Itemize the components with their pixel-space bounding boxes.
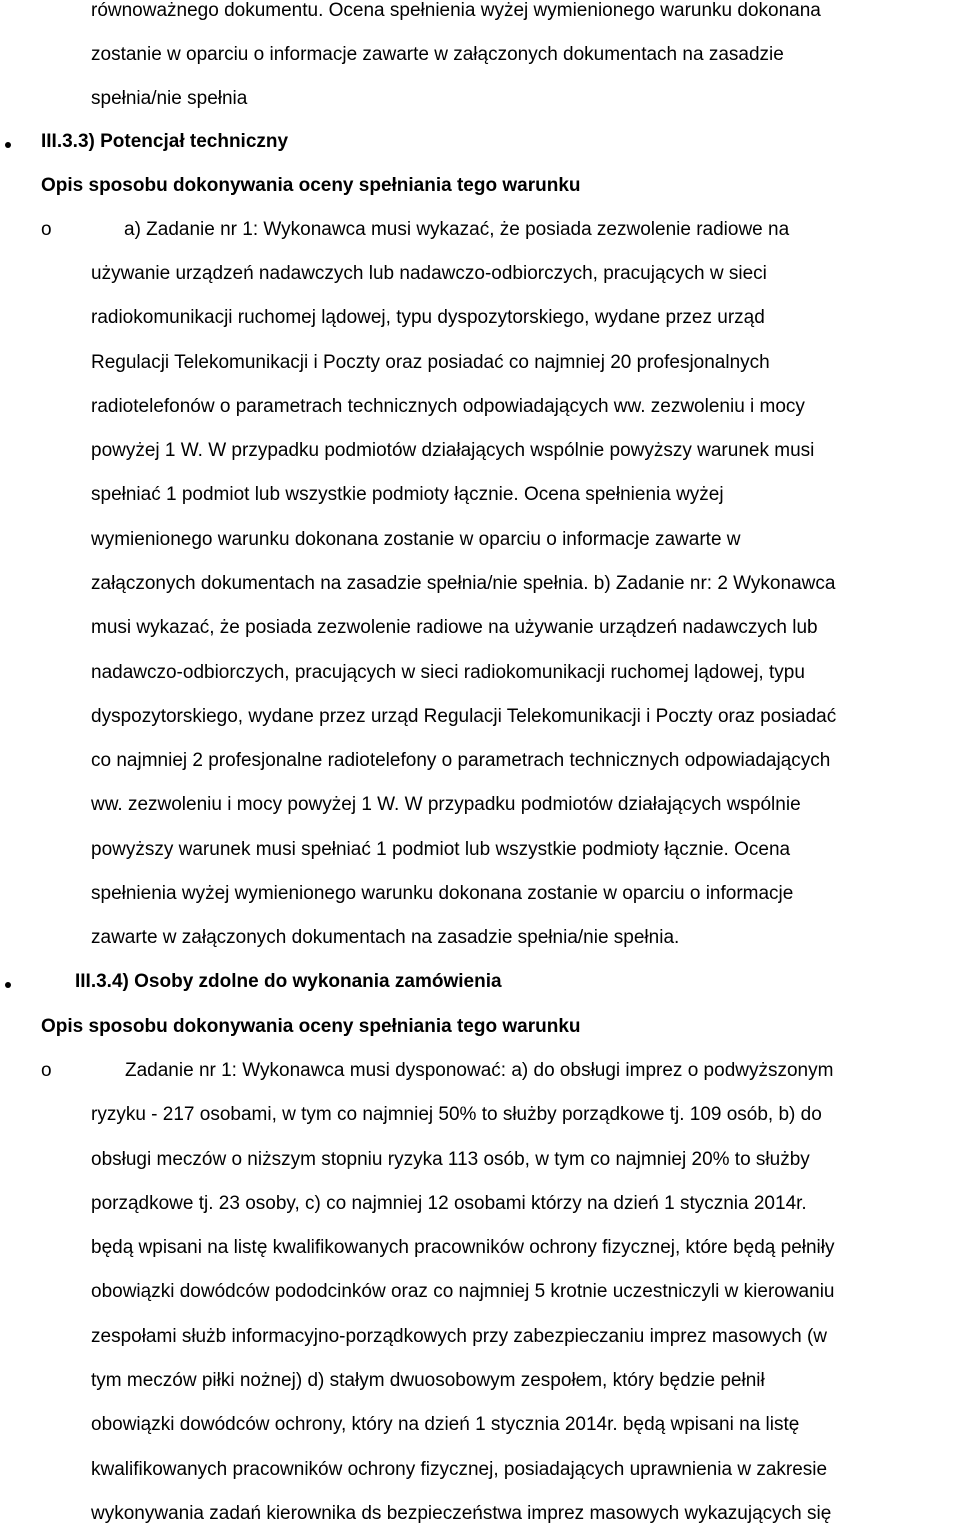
paragraph-line: kwalifikowanych pracowników ochrony fizycznej, posiadających uprawnienia w zakresie <box>91 1459 828 1480</box>
section-heading-3-3: III.3.3) Potencjał techniczny <box>41 131 289 152</box>
intro-line: spełnia/nie spełnia <box>91 88 248 109</box>
paragraph-line: powyższy warunek musi spełniać 1 podmiot lub wszystkie podmioty łącznie. Ocena <box>91 839 791 860</box>
paragraph-line: a) Zadanie nr 1: Wykonawca musi wykazać, że posiada zezwolenie radiowe na <box>124 219 790 240</box>
section-heading-3-4: III.3.4) Osoby zdolne do wykonania zamówienia <box>75 971 502 992</box>
intro-line: równoważnego dokumentu. Ocena spełnienia wyżej wymienionego warunku dokonana <box>91 0 821 21</box>
bullet-icon <box>5 982 11 988</box>
paragraph-line: obowiązki dowódców ochrony, który na dzień 1 stycznia 2014r. będą wpisani na listę <box>91 1414 800 1435</box>
paragraph-line: wymienionego warunku dokonana zostanie w oparciu o informacje zawarte w <box>91 529 741 550</box>
paragraph-line: musi wykazać, że posiada zezwolenie radiowe na używanie urządzeń nadawczych lub <box>91 617 818 638</box>
paragraph-line: spełniać 1 podmiot lub wszystkie podmioty łącznie. Ocena spełnienia wyżej <box>91 484 724 505</box>
paragraph-line: co najmniej 2 profesjonalne radiotelefony o parametrach technicznych odpowiadających <box>91 750 831 771</box>
paragraph-line: Zadanie nr 1: Wykonawca musi dysponować: a) do obsługi imprez o podwyższonym <box>125 1060 834 1081</box>
paragraph-line: powyżej 1 W. W przypadku podmiotów działających wspólnie powyższy warunek musi <box>91 440 815 461</box>
paragraph-line: radiokomunikacji ruchomej lądowej, typu dyspozytorskiego, wydane przez urząd <box>91 307 765 328</box>
paragraph-line: nadawczo-odbiorczych, pracujących w sieci radiokomunikacji ruchomej lądowej, typu <box>91 662 805 683</box>
paragraph-line: używanie urządzeń nadawczych lub nadawczo-odbiorczych, pracujących w sieci <box>91 263 767 284</box>
list-marker-icon: o <box>41 1060 52 1081</box>
paragraph-line: obsługi meczów o niższym stopniu ryzyka 113 osób, w tym co najmniej 20% to służby <box>91 1149 810 1170</box>
paragraph-line: będą wpisani na listę kwalifikowanych pracowników ochrony fizycznej, które będą pełniły <box>91 1237 835 1258</box>
paragraph-line: porządkowe tj. 23 osoby, c) co najmniej 12 osobami którzy na dzień 1 stycznia 2014r. <box>91 1193 807 1214</box>
paragraph-line: ryzyku - 217 osobami, w tym co najmniej 50% to służby porządkowe tj. 109 osób, b) do <box>91 1104 822 1125</box>
section-subheading-3-4: Opis sposobu dokonywania oceny spełniania tego warunku <box>41 1016 581 1037</box>
intro-line: zostanie w oparciu o informacje zawarte w załączonych dokumentach na zasadzie <box>91 44 784 65</box>
paragraph-line: zespołami służb informacyjno-porządkowych przy zabezpieczaniu imprez masowych (w <box>91 1326 828 1347</box>
paragraph-line: radiotelefonów o parametrach technicznych odpowiadających ww. zezwoleniu i mocy <box>91 396 805 417</box>
paragraph-line: załączonych dokumentach na zasadzie spełnia/nie spełnia. b) Zadanie nr: 2 Wykonawca <box>91 573 836 594</box>
list-marker-icon: o <box>41 219 52 240</box>
paragraph-line: zawarte w załączonych dokumentach na zasadzie spełnia/nie spełnia. <box>91 927 680 948</box>
paragraph-line: Regulacji Telekomunikacji i Poczty oraz posiadać co najmniej 20 profesjonalnych <box>91 352 770 373</box>
paragraph-line: obowiązki dowódców pododcinków oraz co najmniej 5 krotnie uczestniczyli w kierowaniu <box>91 1281 835 1302</box>
paragraph-line: ww. zezwoleniu i mocy powyżej 1 W. W przypadku podmiotów działających wspólnie <box>91 794 801 815</box>
bullet-icon <box>5 142 11 148</box>
paragraph-line: spełnienia wyżej wymienionego warunku dokonana zostanie w oparciu o informacje <box>91 883 794 904</box>
paragraph-line: tym meczów piłki nożnej) d) stałym dwuosobowym zespołem, który będzie pełnił <box>91 1370 765 1391</box>
paragraph-line: dyspozytorskiego, wydane przez urząd Regulacji Telekomunikacji i Poczty oraz posiadać <box>91 706 837 727</box>
paragraph-line: wykonywania zadań kierownika ds bezpieczeństwa imprez masowych wykazujących się <box>91 1503 832 1524</box>
section-subheading-3-3: Opis sposobu dokonywania oceny spełniania tego warunku <box>41 175 581 196</box>
